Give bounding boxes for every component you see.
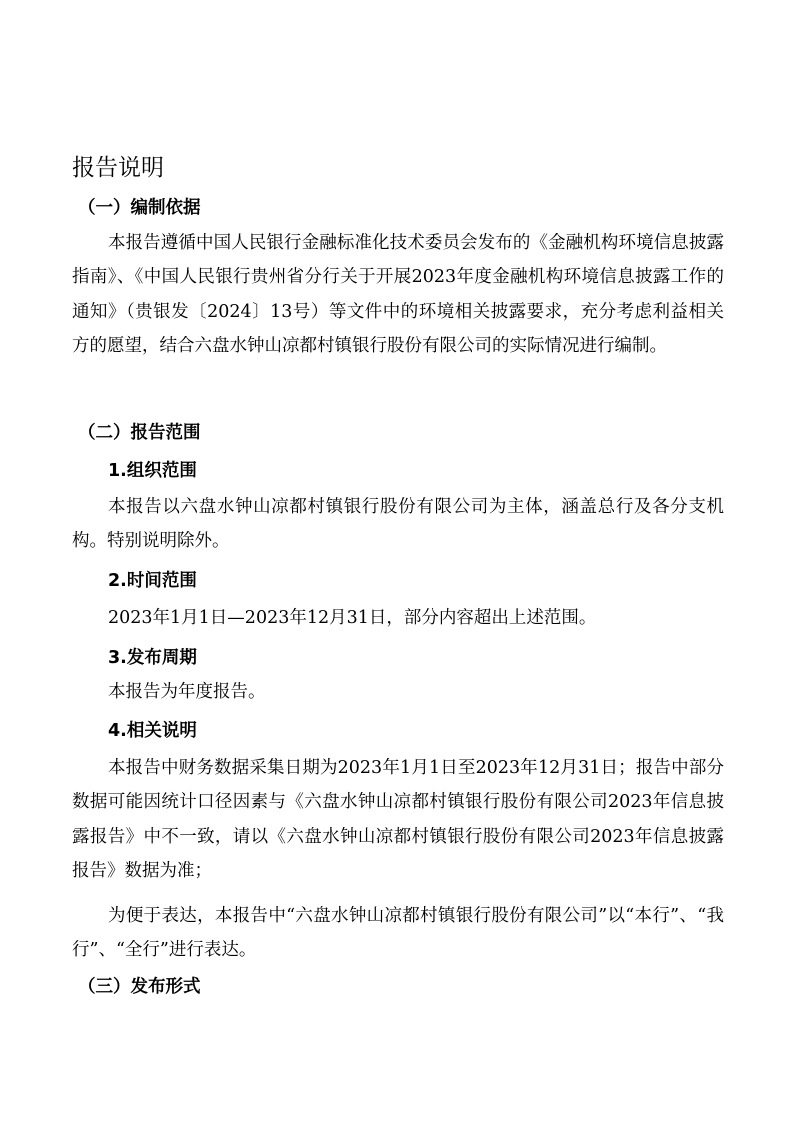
subheading-time-scope: 2.时间范围 — [108, 571, 197, 591]
paragraph-notes-2: 为便于表达，本报告中“六盘水钟山凉都村镇银行股份有限公司”以“本行”、“我行”、“全行”进行表达。 — [72, 906, 724, 961]
section-heading-release-form: （三）发布形式 — [78, 977, 201, 997]
subheading-notes: 4.相关说明 — [108, 721, 197, 741]
section-heading-scope: （二）报告范围 — [78, 423, 201, 443]
paragraph-notes-1: 本报告中财务数据采集日期为2023年1月1日至2023年12月31日；报告中部分数据可能因统计口径因素与《六盘水钟山凉都村镇银行股份有限公司2023年信息披露报告》中不一致，请以《六盘水钟山凉都村镇银行股份有限公司2023年信息披露报告》数据为准； — [72, 758, 724, 881]
paragraph-time-scope: 2023年1月1日—2023年12月31日，部分内容超出上述范围。 — [108, 608, 597, 628]
subheading-release-cycle: 3.发布周期 — [108, 648, 197, 668]
paragraph-release-cycle: 本报告为年度报告。 — [108, 682, 266, 702]
section-heading-basis: （一）编制依据 — [78, 198, 201, 218]
report-title: 报告说明 — [72, 155, 164, 181]
paragraph-org-scope: 本报告以六盘水钟山凉都村镇银行股份有限公司为主体，涵盖总行及各分支机构。特别说明除外。 — [72, 497, 724, 552]
subheading-org-scope: 1.组织范围 — [108, 461, 197, 481]
paragraph-basis: 本报告遵循中国人民银行金融标准化技术委员会发布的《金融机构环境信息披露指南》、《中国人民银行贵州省分行关于开展2023年度金融机构环境信息披露工作的通知》（贵银发〔2024〕13号）等文件中的环境相关披露要求，充分考虑利益相关方的愿望，结合六盘水钟山凉都村镇银行股份有限公司的实际情况进行编制。 — [72, 233, 724, 356]
